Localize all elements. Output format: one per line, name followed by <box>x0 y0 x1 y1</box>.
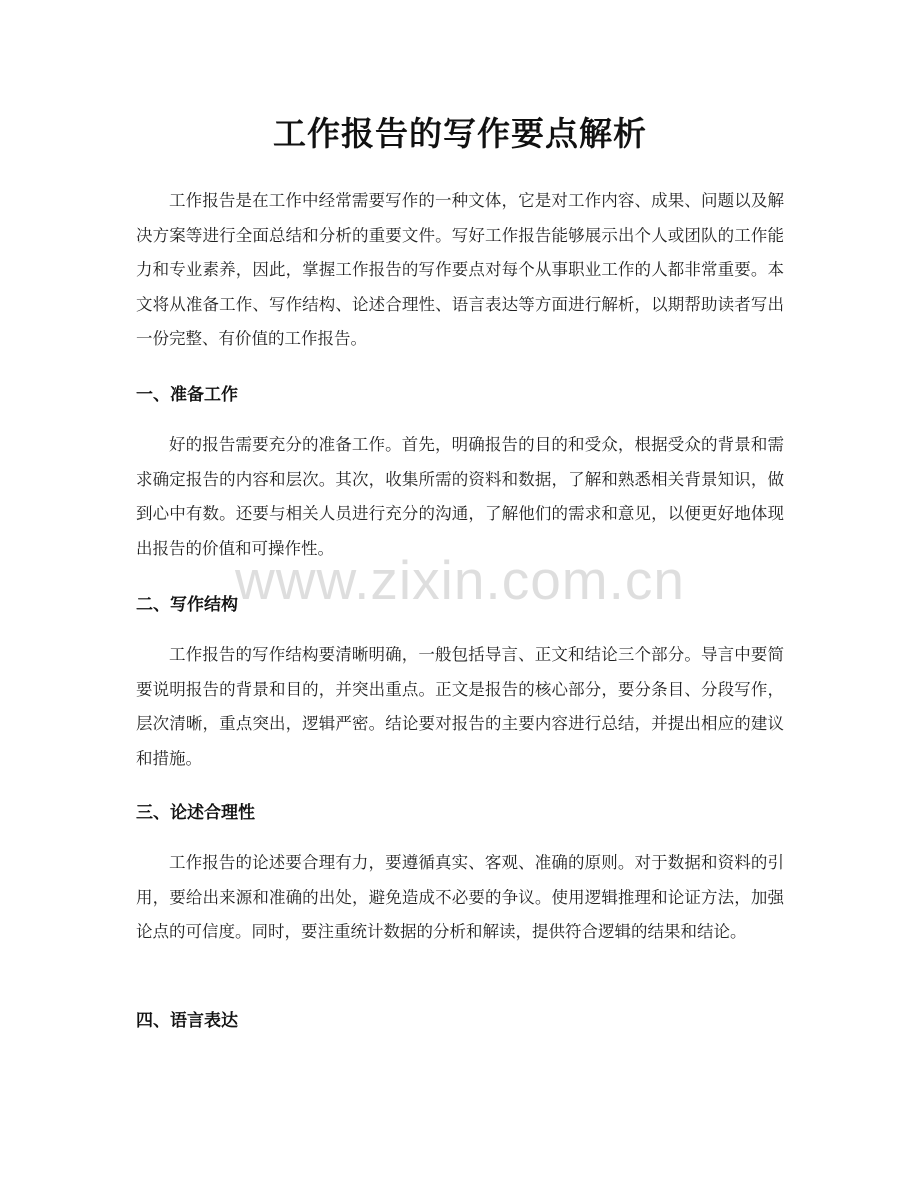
watermark-text: www.zixin.com.cn <box>235 549 685 611</box>
section-body-preparation: 好的报告需要充分的准备工作。首先，明确报告的目的和受众，根据受众的背景和需求确定报告的内容和层次。其次，收集所需的资料和数据，了解和熟悉相关背景知识，做到心中有数。还要与相关人员进行充分的沟通，了解他们的需求和意见，以便更好地体现出报告的价值和可操作性。 <box>136 435 784 558</box>
document-title: 工作报告的写作要点解析 <box>273 114 647 153</box>
section-heading-structure: 二、写作结构 <box>136 595 238 615</box>
section-heading-reasoning: 三、论述合理性 <box>136 803 255 823</box>
section-heading-language: 四、语言表达 <box>136 1011 238 1031</box>
section-heading-preparation: 一、准备工作 <box>136 385 238 405</box>
section-body-reasoning: 工作报告的论述要合理有力，要遵循真实、客观、准确的原则。对于数据和资料的引用，要给出来源和准确的出处，避免造成不必要的争议。使用逻辑推理和论证方法，加强论点的可信度。同时，要注重统计数据的分析和解读，提供符合逻辑的结果和结论。 <box>136 853 784 941</box>
section-body-structure: 工作报告的写作结构要清晰明确，一般包括导言、正文和结论三个部分。导言中要简要说明报告的背景和目的，并突出重点。正文是报告的核心部分，要分条目、分段写作，层次清晰，重点突出，逻辑严密。结论要对报告的主要内容进行总结，并提出相应的建议和措施。 <box>136 645 784 768</box>
intro-paragraph: 工作报告是在工作中经常需要写作的一种文体，它是对工作内容、成果、问题以及解决方案等进行全面总结和分析的重要文件。写好工作报告能够展示出个人或团队的工作能力和专业素养，因此，掌握工作报告的写作要点对每个从事职业工作的人都非常重要。本文将从准备工作、写作结构、论述合理性、语言表达等方面进行解析，以期帮助读者写出一份完整、有价值的工作报告。 <box>136 191 784 348</box>
